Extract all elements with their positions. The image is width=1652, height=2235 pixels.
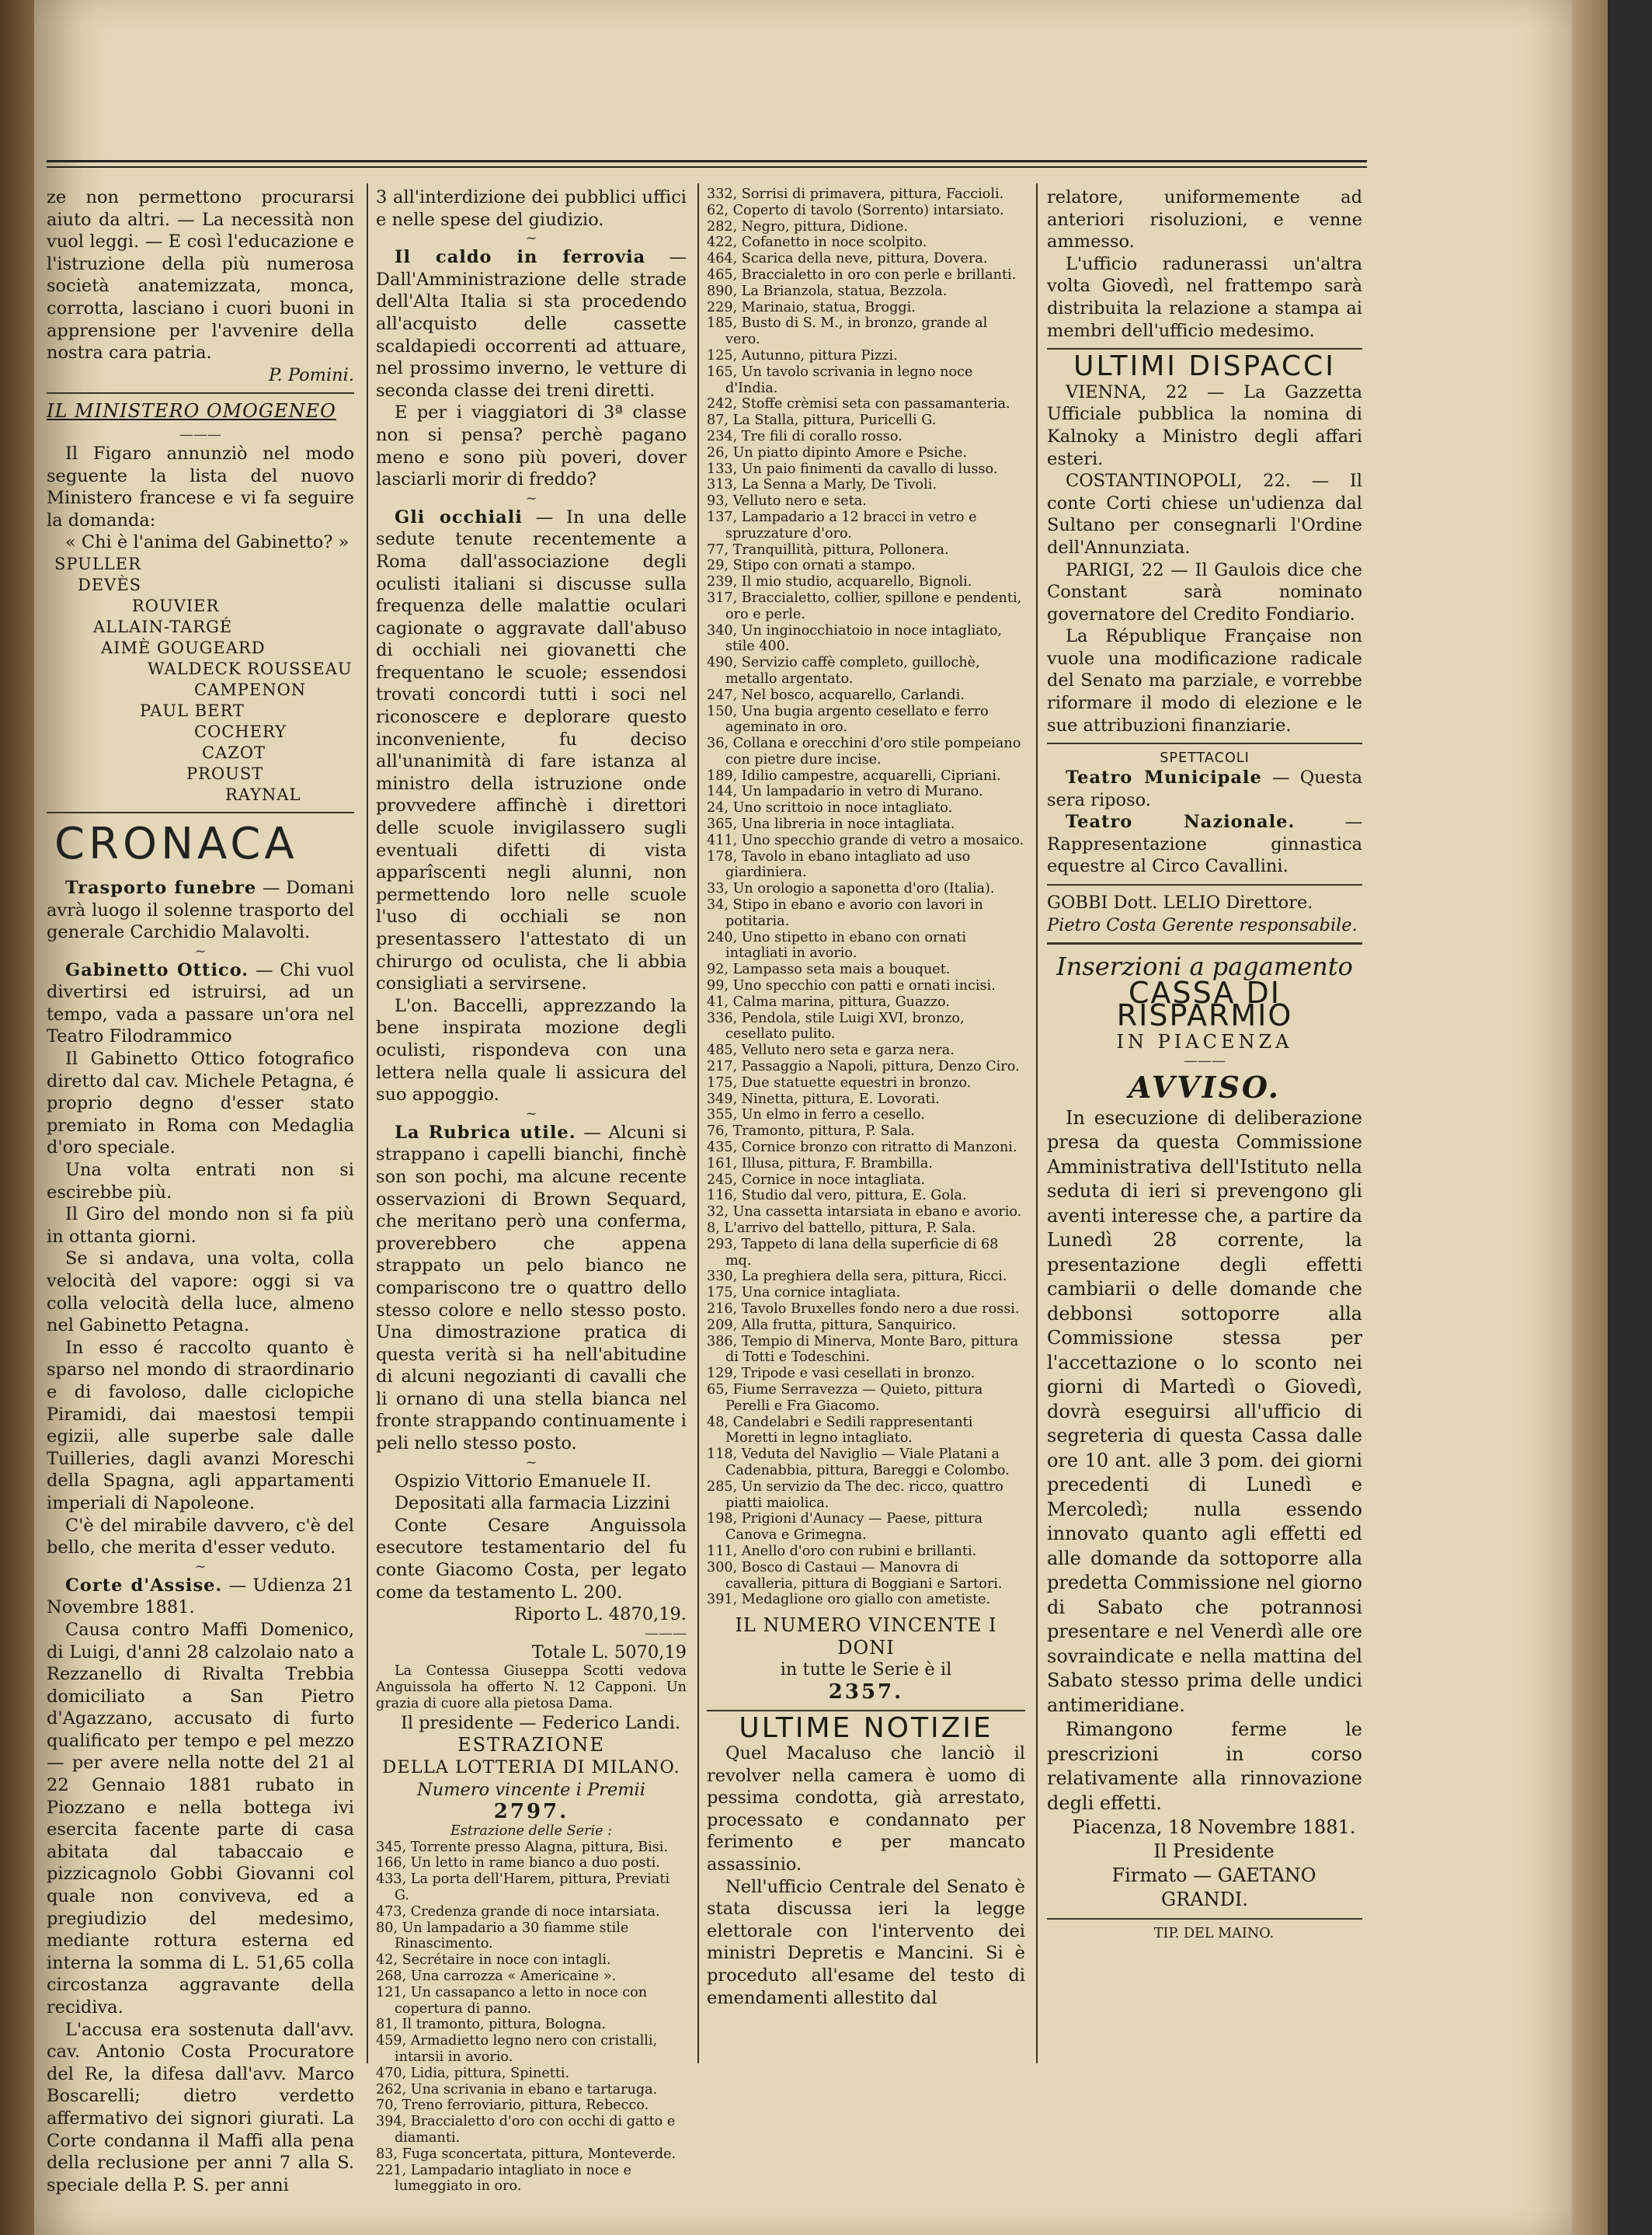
separator [1047, 743, 1362, 744]
separator [47, 812, 354, 813]
totale: Totale L. 5070,19 [531, 1641, 687, 1662]
prize-item: 365, Una libreria in noce intagliata. [707, 816, 955, 833]
gabinetto-title: Gabinetto Ottico. [65, 959, 249, 980]
prize-item: 70, Treno ferroviario, pittura, Rebecco. [376, 2097, 649, 2114]
minister-name: CAMPENON [194, 680, 307, 699]
corte-text: — Udienza 21 Novembre 1881. [47, 1575, 355, 1618]
direttore-line: GOBBI Dott. LELIO Direttore. [1047, 893, 1313, 914]
prize-item: 490, Servizio caffè completo, guillochè, metallo argentato. [707, 655, 980, 687]
column-4 [1047, 186, 1362, 1942]
avviso-presidente: Il Presidente [1153, 1840, 1275, 1863]
contessa-text: La Contessa Giuseppa Scotti vedova Anguissola ha offerto N. 12 Capponi. Un grazia di cuore alla pietosa Dama. [376, 1663, 687, 1711]
ministero-question: « Chi è l'anima del Gabinetto? » [65, 532, 350, 553]
prize-item: 8, L'arrivo del battello, pittura, P. Sala. [707, 1220, 976, 1236]
ministero-heading: IL MINISTERO OMOGENEO [47, 400, 336, 423]
estrazione-subheading: DELLA LOTTERIA DI MILANO. [382, 1756, 680, 1777]
page-edges [1572, 0, 1608, 2235]
prize-item: 41, Calma marina, pittura, Guazzo. [707, 994, 950, 1010]
prize-item: 268, Una carrozza « Americaine ». [376, 1968, 617, 1984]
ornament: ~ [525, 1105, 537, 1122]
prize-item: 242, Stoffe crèmisi seta con passamanteria. [707, 396, 1010, 413]
numero-subheading: in tutte le Serie è il [780, 1659, 952, 1680]
avviso-firma: Firmato — GAETANO GRANDI. [1111, 1864, 1316, 1911]
avviso-paragraph: In esecuzione di deliberazione presa da questa Commissione Amministrativa dell'Istituto nella seduta di ieri si prevengono gli aventi interesse che, a partire da Lunedì 28 corrente, la presentazione degli effetti cambiarii o delle domande che debbonsi sottoporre alla Commissione stessa per l'accettazione o lo sconto nei giorni di Martedì o Giovedì, dovrà eseguirsi all'ufficio di segreteria di questa Cassa dalle ore 10 ant. alle 3 pom. dei giorni precedenti di Lunedì e Mercoledì; nulla essendo innovato quanto agli effetti ed alle domande da sottoporre alla predetta Commissione nel giorno di Sabato che potrannosi presentare e nel Venerdì alle ore sovraindicate e nella mattina del Sabato stesso prima delle undici antimeridiane. [1047, 1106, 1362, 1716]
prize-item: 33, Un orologio a saponetta d'oro (Italia). [707, 881, 995, 897]
tipografia: TIP. DEL MAINO. [1153, 1926, 1275, 1942]
minister-name: CAZOT [202, 743, 266, 762]
separator [1047, 942, 1362, 945]
prize-item: 185, Busto di S. M., in bronzo, grande al vero. [707, 315, 988, 348]
prize-item: 36, Collana e orecchini d'oro stile pompeiano con pietre dure incise. [707, 736, 1021, 768]
prize-item: 137, Lampadario a 12 bracci in vetro e spruzzature d'oro. [707, 509, 977, 541]
book-binding [0, 0, 34, 2235]
prize-item: 345, Torrente presso Alagna, pittura, Bisi. [376, 1839, 669, 1855]
prize-item: 411, Uno specchio grande di vetro a mosaico. [707, 832, 1024, 848]
column-1 [47, 186, 354, 2196]
teatro-municipale-title: Teatro Municipale [1066, 768, 1262, 789]
numero-heading: IL NUMERO VINCENTE I DONI [735, 1614, 997, 1659]
cassa-heading: CASSA DI RISPARMIO [1116, 976, 1293, 1032]
minister-name: WALDECK ROUSSEAU [148, 659, 353, 678]
caldo-paragraph: E per i viaggiatori di 3ª classe non si pensa? perchè pagano meno e sono più poveri, dover lasciarli morir di freddo? [376, 402, 687, 490]
prize-item: 178, Tavolo in ebano intagliato ad uso giardiniera. [707, 848, 971, 881]
prize-item: 133, Un paio finimenti da cavallo di lusso. [707, 461, 998, 477]
occhiali-paragraph: L'on. Baccelli, apprezzando la bene inspirata mozione degli oculisti, rispondeva con una lettera nella quale li assicura del suo appoggio. [376, 995, 687, 1105]
teatro-nazionale-title: Teatro Nazionale. [1066, 812, 1296, 833]
corte-paragraph: L'accusa era sostenuta dall'avv. cav. Antonio Costa Procuratore del Re, la difesa dall'avv. Marco Boscarelli; dietro verdetto affermativo dei signori giurati. La Corte condanna il Maffi alla pena della reclusione per anni 7 alla S. speciale della P. S. per anni [47, 2019, 354, 2195]
inserzioni-heading: Inserzioni a pagamento [1056, 952, 1353, 982]
gabinetto-text: — Chi vuol divertirsi ed istruirsi, ad un tempo, vada a passare un'ora nel Teatro Filodrammico [47, 959, 355, 1047]
prize-item: 93, Velluto nero e seta. [707, 493, 867, 510]
prize-item: 317, Braccialetto, collier, spillone e pendenti, oro e perle. [707, 590, 1022, 622]
prize-item: 216, Tavolo Bruxelles fondo nero a due rossi. [707, 1300, 1020, 1317]
ospizio-line: Ospizio Vittorio Emanuele II. [395, 1471, 652, 1492]
prize-item: 92, Lampasso seta mais a bouquet. [707, 962, 951, 978]
prize-item: 386, Tempio di Minerva, Monte Baro, pittura di Totti e Todeschini. [707, 1333, 1019, 1366]
gerente-line: Pietro Costa Gerente responsabile. [1047, 914, 1358, 935]
prize-item: 99, Uno specchio con patti e ornati incisi. [707, 978, 996, 994]
prize-item: 470, Lidia, pittura, Spinetti. [376, 2065, 570, 2081]
separator [1047, 1918, 1362, 1920]
dispaccio: La République Française non vuole una modificazione radicale del Senato ma parziale, e vorrebbe riformare il modo di elezione e le sue attribuzioni finanziarie. [1047, 626, 1362, 736]
ornament: ~ [194, 1558, 207, 1575]
prize-item: 129, Tripode e vasi cesellati in bronzo. [707, 1366, 976, 1382]
minister-name: DEVÈS [78, 575, 142, 594]
separator [1047, 348, 1362, 350]
prize-item: 125, Autunno, pittura Pizzi. [707, 347, 898, 364]
ornament: ~ [525, 489, 537, 507]
prize-item: 422, Cofanetto in noce scolpito. [707, 235, 927, 251]
corte-paragraph: Causa contro Maffi Domenico, di Luigi, d'anni 28 calzolaio nato a Rezzanello di Rivalta Trebbia domiciliato a San Pietro d'Agazzano, accusato di furto qualificato per tempo e pel mezzo — per avere nella notte del 21 al 22 Gennaio 1881 rubato in Piozzano e nella bottega ivi esercita facente parte di casa abitata dal tabaccaio e pizzicagnolo Gobbi Giovanni col quale non conviveva, ed a pregiudizio del medesimo, mediante rottura esterna ed interna la somma di L. 51,65 colla circostanza aggravante della recidiva. [47, 1619, 354, 2017]
ornament: ~ [525, 1453, 537, 1471]
gabinetto-paragraph: C'è del mirabile davvero, c'è del bello, che merita d'esser veduto. [47, 1515, 354, 1558]
trasporto-title: Trasporto funebre [65, 877, 257, 898]
prize-item: 221, Lampadario intagliato in noce e lumeggiato in oro. [376, 2162, 631, 2195]
rubrica-title: La Rubrica utile. [395, 1122, 576, 1143]
prize-item: 313, La Senna a Marly, De Tivoli. [707, 477, 937, 493]
spettacoli-heading: SPETTACOLI [1160, 750, 1250, 767]
prize-item: 29, Stipo con ornati a stampo. [707, 558, 916, 574]
prize-item: 340, Un inginocchiatoio in noce intagliato, stile 400. [707, 622, 1003, 655]
ornament: ——— [179, 426, 221, 443]
ministero-text: Il Figaro annunziò nel modo seguente la lista del nuovo Ministero francese e vi fa seguire la domanda: [47, 443, 354, 531]
minister-list [47, 554, 354, 806]
gabinetto-paragraph: Una volta entrati non si escirebbe più. [47, 1160, 354, 1203]
column-2 [376, 186, 687, 2195]
teatro-nazionale-text: — Rappresentazione ginnastica equestre al Circo Cavallini. [1047, 812, 1362, 877]
ornament: ——— [645, 1624, 687, 1641]
prize-item: 300, Bosco di Castaui — Manovra di cavalleria, pittura di Boggiani e Sartori. [707, 1559, 1003, 1592]
separator [1047, 884, 1362, 886]
gabinetto-paragraph: Il Giro del mondo non si fa più in ottanta giorni. [47, 1204, 354, 1247]
prize-item: 433, La porta dell'Harem, pittura, Previati G. [376, 1871, 670, 1903]
ultime-paragraph: Nell'ufficio Centrale del Senato è stata discussa ieri la legge elettorale con l'intervento dei ministri Depretis e Mancini. Si è proceduto all'esame del testo di emendamenti allestito dal [707, 1876, 1025, 2008]
prize-item: 336, Pendola, stile Luigi XVI, bronzo, cesellato pulito. [707, 1010, 965, 1043]
ufficio-paragraph: L'ufficio radunerassi un'altra volta Giovedì, nel frattempo sarà distribuita la relazione a stampa ai membri dell'ufficio medesimo. [1047, 253, 1362, 341]
prize-item: 189, Idilio campestre, acquarelli, Cipriani. [707, 768, 1001, 784]
prize-item: 118, Veduta del Naviglio — Viale Platani a Cadenabbia, pittura, Bareggi e Colombo. [707, 1446, 1010, 1478]
ornament: ~ [194, 942, 207, 959]
estrazione-serie-label: Estrazione delle Serie : [450, 1822, 613, 1839]
ultime-paragraph: Quel Macaluso che lanciò il revolver nella camera è uomo di pessima condotta, già arrestato, processato e condannato per ferimento e per mancato assassinio. [707, 1743, 1025, 1875]
presidente-line: Il presidente — Federico Landi. [400, 1712, 681, 1733]
prize-item: 121, Un cassapanco a letto in noce con copertura di panno. [376, 1984, 648, 2017]
prize-item: 165, Un tavolo scrivania in legno noce d'India. [707, 364, 973, 396]
ornament: ~ [525, 230, 537, 247]
prize-item: 391, Medaglione oro giallo con ametiste. [707, 1592, 991, 1608]
minister-name: PAUL BERT [140, 701, 245, 720]
prize-item: 175, Due statuette equestri in bronzo. [707, 1074, 972, 1091]
prize-item: 245, Cornice in noce intagliata. [707, 1171, 926, 1188]
dispacci-heading: ULTIMI DISPACCI [1073, 350, 1336, 383]
caldo-text: — Dall'Amministrazione delle strade dell'Alta Italia si sta procedendo all'acquisto delle cassette scaldapiedi occorrenti ad attuare, nel prossimo inverno, le vetture di seconda classe dei treni diretti. [376, 247, 687, 401]
prize-item: 330, La preghiera della sera, pittura, Ricci. [707, 1269, 1007, 1285]
cronaca-heading: CRONACA [54, 818, 298, 869]
rubrica-text: — Alcuni si strappano i capelli bianchi, finchè son son pochi, ma alcune recente osservazioni di Brown Sequard, che meritano però una conferma, proverebbero che appena strappato un pelo bianco ne compariscono tre o quattro dello stesso colore e nello stesso posto. Una dimostrazione pratica di questa verità si ha nell'abitudine di alcuni negozianti di cavalli che li ornano di una stella bianca nel fronte strappando continuamente i peli nello stesso posto. [376, 1122, 687, 1454]
continued-text: relatore, uniformemente ad anteriori risoluzioni, e venne ammesso. [1047, 187, 1362, 252]
column-rule-1 [367, 183, 368, 2063]
separator [47, 392, 354, 394]
book-cover [1608, 0, 1652, 2235]
prize-item: 34, Stipo in ebano e avorio con lavori in potitaria. [707, 897, 983, 929]
top-rule [47, 160, 1367, 162]
prize-item: 285, Un servizio da The dec. ricco, quattro piatti maiolica. [707, 1478, 1003, 1511]
minister-name: SPULLER [54, 554, 141, 573]
minister-name: AIMÈ GOUGEARD [101, 638, 266, 657]
numero-value: 2357. [828, 1680, 904, 1704]
prize-item: 464, Scarica della neve, pittura, Dovera. [707, 251, 988, 267]
corte-title: Corte d'Assise. [65, 1575, 223, 1596]
prize-item: 282, Negro, pittura, Didione. [707, 218, 909, 235]
minister-name: ROUVIER [132, 596, 220, 615]
prize-list-continued [707, 186, 1025, 1608]
continued-text: 3 all'interdizione dei pubblici uffici e nelle spese del giudizio. [376, 187, 687, 230]
occhiali-text: — In una delle sedute tenute recentemente a Roma dall'associazione degli oculisti italiani si discusse sulla frequenza delle malattie oculari cagionate o aggravate dall'abuso di occhiali nei giovanetti che frequentano le scuole; essendosi trovati concordi tutti i soci nel riconoscere e deplorare questo inconveniente, fu deciso all'unanimità di fare istanza al ministro della istruzione onde provvedere affinchè i direttori delle scuole invigilassero sugli eventuali difetti di vista apparîscenti negli alunni, non permettendo loro nelle scuole l'uso di occhiali se non presentassero l'attestato di un chirurgo od oculista, che li abbia consigliati a servirsene. [376, 507, 687, 994]
minister-name: ALLAIN-TARGÉ [93, 617, 233, 636]
prize-item: 111, Anello d'oro con rubini e brillanti. [707, 1543, 977, 1559]
prize-item: 247, Nel bosco, acquarello, Carlandi. [707, 687, 965, 703]
prize-item: 465, Braccialetto in oro con perle e brillanti. [707, 266, 1017, 283]
prize-item: 239, Il mio studio, acquarello, Bignoli. [707, 574, 972, 590]
prize-item: 175, Una cornice intagliata. [707, 1285, 901, 1301]
prize-item: 459, Armadietto legno nero con cristalli, intarsii in avorio. [376, 2033, 658, 2065]
prize-item: 26, Un piatto dipinto Amore e Psiche. [707, 444, 968, 461]
teatro-municipale-text: — Questa sera riposo. [1047, 768, 1362, 810]
prize-item: 65, Fiume Serravezza — Quieto, pittura Perelli e Fra Giacomo. [707, 1381, 983, 1414]
prize-item: 485, Velluto nero seta e garza nera. [707, 1043, 955, 1059]
gabinetto-paragraph: In esso é raccolto quanto è sparso nel mondo di straordinario e di favoloso, dalle ciclopiche Piramidi, dai maestosi tempii egizii, alle superbe sale dalle Tuilleries, dagli avanzi Moreschi della Spagna, agli appartamenti imperiali di Napoleone. [47, 1337, 354, 1513]
prize-item: 332, Sorrisi di primavera, pittura, Faccioli. [707, 186, 1004, 202]
ospizio-line: Depositati alla farmacia Lizzini [395, 1493, 670, 1514]
prize-item: 116, Studio dal vero, pittura, E. Gola. [707, 1188, 967, 1204]
minister-name: COCHERY [194, 722, 287, 741]
dispaccio: COSTANTINOPOLI, 22. — Il conte Corti chiese un'udienza dal Sultano per consegnarli l'Ordine dell'Annunziata. [1047, 471, 1362, 558]
prize-item: 76, Tramonto, pittura, P. Sala. [707, 1123, 915, 1140]
avviso-paragraph: Rimangono ferme le prescrizioni in corso relativamente alla rinnovazione degli effetti. [1047, 1718, 1362, 1814]
prize-item: 349, Ninetta, pittura, E. Lovorati. [707, 1091, 940, 1107]
prize-item: 81, Il tramonto, pittura, Bologna. [376, 2017, 607, 2033]
occhiali-title: Gli occhiali [395, 507, 523, 527]
minister-name: RAYNAL [225, 785, 301, 804]
prize-item: 217, Passaggio a Napoli, pittura, Denzo Ciro. [707, 1059, 1020, 1075]
prize-item: 24, Uno scrittoio in noce intagliato. [707, 800, 953, 816]
prize-item: 166, Un letto in rame bianco a duo posti. [376, 1855, 660, 1871]
prize-item: 890, La Brianzola, statua, Bezzola. [707, 283, 948, 299]
estrazione-number: 2797. [493, 1800, 569, 1824]
intro-signature: P. Pomini. [268, 364, 354, 385]
gabinetto-paragraph: Se si andava, una volta, colla velocità del vapore: oggi si va colla velocità della luce, almeno nel Gabinetto Petagna. [47, 1248, 354, 1336]
prize-item: 62, Coperto di tavolo (Sorrento) intarsiato. [707, 202, 1004, 218]
column-rule-3 [1036, 183, 1038, 2063]
prize-item: 87, La Stalla, pittura, Puricelli G. [707, 413, 937, 429]
avviso-heading: AVVISO. [1128, 1069, 1281, 1105]
trasporto-text: — Domani avrà luogo il solenne trasporto del generale Carchidio Malavolti. [47, 877, 354, 943]
conte-text: Conte Cesare Anguissola esecutore testamentario del fu conte Giacomo Costa, per legato come da testamento L. 200. [376, 1515, 687, 1603]
prize-item: 262, Una scrivania in ebano e tartaruga. [376, 2081, 658, 2097]
caldo-title: Il caldo in ferrovia [395, 247, 646, 268]
prize-item: 209, Alla frutta, pittura, Sanquirico. [707, 1317, 957, 1333]
gabinetto-paragraph: Il Gabinetto Ottico fotografico diretto dal cav. Michele Petagna, é proprio degno d'esser stato premiato in Roma con Medaglia d'oro speciale. [47, 1049, 354, 1158]
prize-item: 435, Cornice bronzo con ritratto di Manzoni. [707, 1140, 1017, 1156]
in-piacenza-heading: IN PIACENZA [1116, 1031, 1293, 1053]
prize-item: 144, Un lampadario in vetro di Murano. [707, 784, 983, 800]
top-rule-thin [47, 166, 1367, 168]
avviso-date: Piacenza, 18 Novembre 1881. [1072, 1816, 1356, 1839]
prize-item: 80, Un lampadario a 30 fiamme stile Rinascimento. [376, 1920, 629, 1952]
column-rule-2 [697, 183, 699, 2063]
riporto: Riporto L. 4870,19. [513, 1604, 687, 1625]
prize-item: 48, Candelabri e Sedili rappresentanti Moretti in legno intagliato. [707, 1414, 973, 1446]
separator [707, 1710, 1025, 1711]
prize-item: 77, Tranquillità, pittura, Pollonera. [707, 541, 949, 558]
prize-item: 161, Illusa, pittura, F. Brambilla. [707, 1155, 933, 1171]
dispaccio: VIENNA, 22 — La Gazzetta Ufficiale pubblica la nomina di Kalnoky a Ministro degli affari esteri. [1047, 381, 1362, 469]
prize-list [376, 1840, 687, 2195]
estrazione-number-label: Numero vincente i Premii [417, 1779, 645, 1800]
prize-item: 42, Secrétaire in noce con intagli. [376, 1952, 611, 1969]
column-3 [707, 186, 1025, 2009]
prize-item: 240, Uno stipetto in ebano con ornati intagliati in avorio. [707, 929, 966, 962]
prize-item: 229, Marinaio, statua, Broggi. [707, 299, 916, 315]
prize-item: 198, Prigioni d'Aunacy — Paese, pittura Canova e Grimegna. [707, 1511, 983, 1544]
prize-item: 32, Una cassetta intarsiata in ebano e avorio. [707, 1204, 1022, 1220]
prize-item: 473, Credenza grande di noce intarsiata. [376, 1903, 660, 1920]
ultime-notizie-heading: ULTIME NOTIZIE [739, 1711, 993, 1744]
prize-item: 150, Una bugia argento cesellato e ferro ageminato in oro. [707, 703, 989, 736]
prize-item: 293, Tappeto di lana della superficie di 68 mq. [707, 1236, 999, 1269]
prize-item: 234, Tre fili di corallo rosso. [707, 428, 903, 444]
prize-item: 83, Fuga sconcertata, pittura, Monteverde. [376, 2146, 676, 2162]
intro-paragraph: ze non permettono procurarsi aiuto da altri. — La necessità non vuol leggi. — E così l'educazione e l'istruzione della più numerosa società anatemizzata, monca, corrotta, lasciano i cuori buoni in apprensione per l'avvenire della nostra cara patria. [47, 187, 354, 364]
prize-item: 355, Un elmo in ferro a cesello. [707, 1107, 925, 1123]
dispaccio: PARIGI, 22 — Il Gaulois dice che Constant sarà nominato governatore del Credito Fondiario. [1047, 559, 1362, 625]
prize-item: 394, Braccialetto d'oro con occhi di gatto e diamanti. [376, 2114, 676, 2146]
minister-name: PROUST [186, 764, 264, 783]
ornament: ——— [1184, 1052, 1226, 1069]
estrazione-heading: ESTRAZIONE [457, 1734, 605, 1756]
